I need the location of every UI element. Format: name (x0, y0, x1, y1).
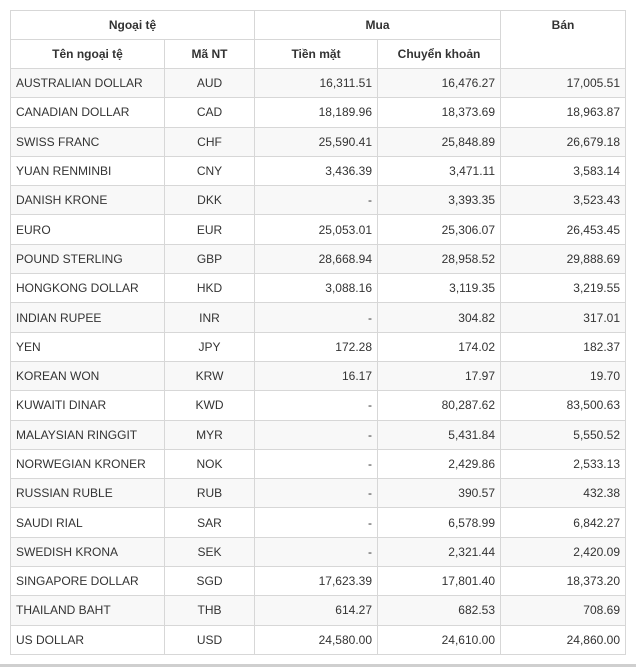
table-row (11, 625, 626, 654)
currency-code-cell: INR (165, 303, 255, 332)
buy-cash-cell: - (255, 537, 378, 566)
currency-name-cell: NORWEGIAN KRONER (11, 449, 165, 478)
header-currency-code: Mã NT (165, 40, 255, 69)
sell-cell: 26,453.45 (501, 215, 626, 244)
buy-cash-cell: 17,623.39 (255, 567, 378, 596)
sell-cell: 3,523.43 (501, 186, 626, 215)
currency-name-cell: SINGAPORE DOLLAR (11, 567, 165, 596)
table-body (11, 69, 626, 655)
currency-code-cell: RUB (165, 479, 255, 508)
sell-cell: 5,550.52 (501, 420, 626, 449)
sell-cell: 3,583.14 (501, 156, 626, 185)
currency-name-cell: RUSSIAN RUBLE (11, 479, 165, 508)
buy-cash-cell: 3,436.39 (255, 156, 378, 185)
currency-name-cell: KOREAN WON (11, 361, 165, 390)
exchange-rate-table (10, 10, 626, 655)
table-row (11, 69, 626, 98)
buy-cash-cell: 3,088.16 (255, 274, 378, 303)
sell-cell: 708.69 (501, 596, 626, 625)
currency-name-cell: THAILAND BAHT (11, 596, 165, 625)
currency-name-cell: US DOLLAR (11, 625, 165, 654)
sell-cell: 2,533.13 (501, 449, 626, 478)
table-row (11, 303, 626, 332)
currency-name-cell: HONGKONG DOLLAR (11, 274, 165, 303)
currency-name-cell: SAUDI RIAL (11, 508, 165, 537)
buy-cash-cell: 28,668.94 (255, 244, 378, 273)
currency-code-cell: KRW (165, 361, 255, 390)
sell-cell: 3,219.55 (501, 274, 626, 303)
currency-code-cell: SEK (165, 537, 255, 566)
currency-name-cell: POUND STERLING (11, 244, 165, 273)
header-buy-cash: Tiền mặt (255, 40, 378, 69)
table-row (11, 508, 626, 537)
table-header (11, 11, 626, 69)
buy-transfer-cell: 80,287.62 (378, 391, 501, 420)
table-row (11, 361, 626, 390)
table-row (11, 449, 626, 478)
currency-name-cell: SWISS FRANC (11, 127, 165, 156)
sell-cell: 19.70 (501, 361, 626, 390)
buy-transfer-cell: 390.57 (378, 479, 501, 508)
buy-cash-cell: - (255, 303, 378, 332)
buy-cash-cell: 16.17 (255, 361, 378, 390)
table-row (11, 479, 626, 508)
sell-cell: 18,373.20 (501, 567, 626, 596)
currency-code-cell: CAD (165, 98, 255, 127)
buy-transfer-cell: 25,848.89 (378, 127, 501, 156)
sell-cell: 83,500.63 (501, 391, 626, 420)
buy-cash-cell: - (255, 479, 378, 508)
sell-cell: 18,963.87 (501, 98, 626, 127)
currency-name-cell: CANADIAN DOLLAR (11, 98, 165, 127)
sell-cell: 2,420.09 (501, 537, 626, 566)
table-row (11, 98, 626, 127)
table-row (11, 215, 626, 244)
sell-cell: 182.37 (501, 332, 626, 361)
currency-name-cell: KUWAITI DINAR (11, 391, 165, 420)
buy-transfer-cell: 2,429.86 (378, 449, 501, 478)
table-row (11, 244, 626, 273)
buy-cash-cell: 614.27 (255, 596, 378, 625)
table-row (11, 596, 626, 625)
currency-name-cell: YEN (11, 332, 165, 361)
currency-code-cell: SAR (165, 508, 255, 537)
header-buy-group: Mua (255, 11, 501, 40)
header-row-groups (11, 11, 626, 40)
sell-cell: 26,679.18 (501, 127, 626, 156)
currency-name-cell: YUAN RENMINBI (11, 156, 165, 185)
table-row (11, 274, 626, 303)
buy-cash-cell: - (255, 508, 378, 537)
table-row (11, 332, 626, 361)
currency-name-cell: INDIAN RUPEE (11, 303, 165, 332)
buy-transfer-cell: 3,393.35 (378, 186, 501, 215)
buy-transfer-cell: 3,119.35 (378, 274, 501, 303)
buy-cash-cell: 16,311.51 (255, 69, 378, 98)
sell-cell: 17,005.51 (501, 69, 626, 98)
currency-code-cell: USD (165, 625, 255, 654)
table-row (11, 156, 626, 185)
currency-name-cell: EURO (11, 215, 165, 244)
currency-code-cell: CHF (165, 127, 255, 156)
buy-transfer-cell: 17.97 (378, 361, 501, 390)
buy-transfer-cell: 24,610.00 (378, 625, 501, 654)
buy-cash-cell: - (255, 186, 378, 215)
table-row (11, 127, 626, 156)
currency-name-cell: DANISH KRONE (11, 186, 165, 215)
header-sell: Bán (501, 11, 626, 69)
buy-transfer-cell: 174.02 (378, 332, 501, 361)
currency-code-cell: CNY (165, 156, 255, 185)
table-row (11, 420, 626, 449)
currency-code-cell: HKD (165, 274, 255, 303)
buy-transfer-cell: 6,578.99 (378, 508, 501, 537)
buy-cash-cell: 18,189.96 (255, 98, 378, 127)
sell-cell: 6,842.27 (501, 508, 626, 537)
sell-cell: 24,860.00 (501, 625, 626, 654)
currency-code-cell: DKK (165, 186, 255, 215)
buy-transfer-cell: 25,306.07 (378, 215, 501, 244)
sell-cell: 29,888.69 (501, 244, 626, 273)
buy-cash-cell: 24,580.00 (255, 625, 378, 654)
buy-transfer-cell: 18,373.69 (378, 98, 501, 127)
buy-cash-cell: 172.28 (255, 332, 378, 361)
buy-cash-cell: - (255, 391, 378, 420)
table-row (11, 391, 626, 420)
header-currency-name: Tên ngoại tệ (11, 40, 165, 69)
buy-transfer-cell: 682.53 (378, 596, 501, 625)
buy-cash-cell: 25,590.41 (255, 127, 378, 156)
buy-cash-cell: - (255, 449, 378, 478)
table-row (11, 537, 626, 566)
buy-cash-cell: 25,053.01 (255, 215, 378, 244)
currency-code-cell: EUR (165, 215, 255, 244)
currency-name-cell: AUSTRALIAN DOLLAR (11, 69, 165, 98)
header-currency-group: Ngoại tệ (11, 11, 255, 40)
buy-transfer-cell: 3,471.11 (378, 156, 501, 185)
buy-transfer-cell: 16,476.27 (378, 69, 501, 98)
currency-name-cell: MALAYSIAN RINGGIT (11, 420, 165, 449)
currency-code-cell: THB (165, 596, 255, 625)
header-buy-transfer: Chuyển khoản (378, 40, 501, 69)
buy-transfer-cell: 304.82 (378, 303, 501, 332)
buy-transfer-cell: 2,321.44 (378, 537, 501, 566)
currency-code-cell: SGD (165, 567, 255, 596)
currency-code-cell: GBP (165, 244, 255, 273)
sell-cell: 317.01 (501, 303, 626, 332)
table-row (11, 567, 626, 596)
currency-code-cell: AUD (165, 69, 255, 98)
currency-code-cell: NOK (165, 449, 255, 478)
buy-transfer-cell: 17,801.40 (378, 567, 501, 596)
currency-code-cell: MYR (165, 420, 255, 449)
buy-transfer-cell: 28,958.52 (378, 244, 501, 273)
sell-cell: 432.38 (501, 479, 626, 508)
buy-transfer-cell: 5,431.84 (378, 420, 501, 449)
table-row (11, 186, 626, 215)
currency-code-cell: JPY (165, 332, 255, 361)
buy-cash-cell: - (255, 420, 378, 449)
currency-name-cell: SWEDISH KRONA (11, 537, 165, 566)
currency-code-cell: KWD (165, 391, 255, 420)
